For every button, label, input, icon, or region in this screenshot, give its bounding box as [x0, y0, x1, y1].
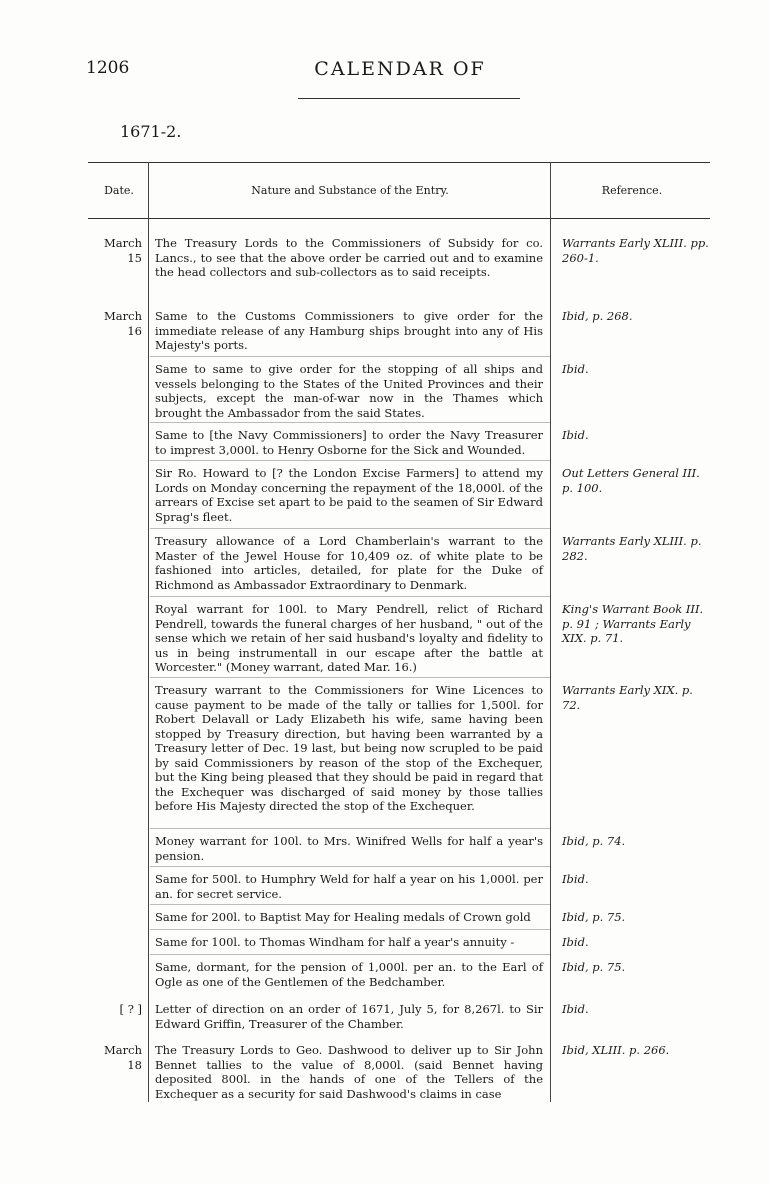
column-header-reference: Reference.: [601, 184, 663, 197]
row-separator: [150, 677, 550, 678]
row-reference: Warrants Early XLIII. pp. 260-1.: [562, 236, 709, 265]
row-date: March 16: [104, 309, 142, 338]
table-top-rule: [88, 162, 710, 163]
row-reference: Ibid, p. 74.: [562, 834, 626, 848]
row-reference: Ibid.: [562, 935, 589, 949]
row-reference: Ibid, p. 75.: [562, 910, 626, 924]
row-reference: Warrants Early XLIII. p. 282.: [562, 534, 702, 563]
row-entry: Same for 500l. to Humphry Weld for half a year on his 1,000l. per an. for secret service.: [155, 872, 543, 901]
row-reference: Out Letters General III. p. 100.: [562, 466, 700, 495]
column-header-entry: Nature and Substance of the Entry.: [251, 184, 449, 197]
column-divider-2: [550, 162, 551, 1102]
row-date: [ ? ]: [119, 1002, 142, 1016]
table-header-rule: [88, 218, 710, 219]
row-separator: [150, 528, 550, 529]
row-reference: Ibid, p. 268.: [562, 309, 633, 323]
row-reference: Ibid.: [562, 1002, 589, 1016]
page-number: 1206: [86, 58, 130, 78]
row-reference: King's Warrant Book III. p. 91 ; Warrants Early XIX. p. 71.: [562, 602, 704, 645]
row-reference: Ibid.: [562, 362, 589, 376]
row-entry: Letter of direction on an order of 1671, July 5, for 8,267l. to Sir Edward Griffin, Treasurer of the Chamber.: [155, 1002, 543, 1031]
row-entry: The Treasury Lords to the Commissioners of Subsidy for co. Lancs., to see that the above order be carried out and to examine the head collectors and sub-collectors as to said receipts.: [155, 236, 543, 279]
row-entry: Royal warrant for 100l. to Mary Pendrell, relict of Richard Pendrell, towards the funeral charges of her husband, " out of the sense which we retain of her said husband's loyalty and fidelity to us in being instrumentall in our escape after the battle at Worcester." (Money warrant, dated Mar. 16.): [155, 602, 543, 674]
row-separator: [150, 954, 550, 955]
row-entry: Money warrant for 100l. to Mrs. Winifred Wells for half a year's pension.: [155, 834, 543, 863]
row-reference: Ibid.: [562, 872, 589, 886]
column-divider-1: [148, 162, 149, 1102]
row-entry: Sir Ro. Howard to [? the London Excise Farmers] to attend my Lords on Monday concerning the repayment of the 18,000l. of the arrears of Excise set apart to be paid to the seamen of Sir Edward Sprag's fleet.: [155, 466, 543, 524]
row-reference: Ibid, p. 75.: [562, 960, 626, 974]
row-entry: Treasury allowance of a Lord Chamberlain's warrant to the Master of the Jewel House for 10,409 oz. of white plate to be fashioned into articles, detailed, for plate for the Duke of Richmond as Ambassador Extraordinary to Denmark.: [155, 534, 543, 592]
row-date: March 15: [104, 236, 142, 265]
row-separator: [150, 422, 550, 423]
row-entry: Same to the Customs Commissioners to give order for the immediate release of any Hamburg ships brought into any of His Majesty's ports.: [155, 309, 543, 352]
row-separator: [150, 828, 550, 829]
row-reference: Ibid.: [562, 428, 589, 442]
row-reference: Ibid, XLIII. p. 266.: [562, 1043, 670, 1057]
row-separator: [150, 929, 550, 930]
row-entry: Treasury warrant to the Commissioners for Wine Licences to cause payment to be made of the tally or tallies for 1,500l. for Robert Delavall or Lady Elizabeth his wife, same having been stopped by Treasury direction, but having been warranted by a Treasury letter of Dec. 19 last, but being now scrupled to be paid by said Commissioners by reason of the stop of the Exchequer, but the King being pleased that they should be paid in regard that the Exchequer was discharged of said money by those tallies before His Majesty directed the stop of the Exchequer.: [155, 683, 543, 813]
running-title: CALENDAR OF: [314, 58, 486, 80]
row-separator: [150, 460, 550, 461]
title-rule: [298, 98, 520, 99]
row-entry: The Treasury Lords to Geo. Dashwood to deliver up to Sir John Bennet tallies to the value of 8,000l. (said Bennet having deposited 800l. in the hands of one of the Tellers of the Exchequer as a security for said Dashwood's claims in case: [155, 1043, 543, 1101]
row-entry: Same, dormant, for the pension of 1,000l. per an. to the Earl of Ogle as one of the Gentlemen of the Bedchamber.: [155, 960, 543, 989]
row-separator: [150, 866, 550, 867]
row-separator: [150, 596, 550, 597]
row-separator: [150, 904, 550, 905]
column-header-date: Date.: [104, 184, 134, 197]
row-date: March 18: [104, 1043, 142, 1072]
row-reference: Warrants Early XIX. p. 72.: [562, 683, 693, 712]
year-heading: 1671-2.: [120, 122, 182, 141]
row-separator: [150, 356, 550, 357]
row-entry: Same for 100l. to Thomas Windham for half a year's annuity -: [155, 935, 515, 949]
row-entry: Same for 200l. to Baptist May for Healing medals of Crown gold: [155, 910, 531, 924]
row-entry: Same to same to give order for the stopping of all ships and vessels belonging to the States of the United Provinces and their subjects, except the man-of-war now in the Thames which brought the Ambassador from the said States.: [155, 362, 543, 420]
row-entry: Same to [the Navy Commissioners] to order the Navy Treasurer to imprest 3,000l. to Henry Osborne for the Sick and Wounded.: [155, 428, 543, 457]
